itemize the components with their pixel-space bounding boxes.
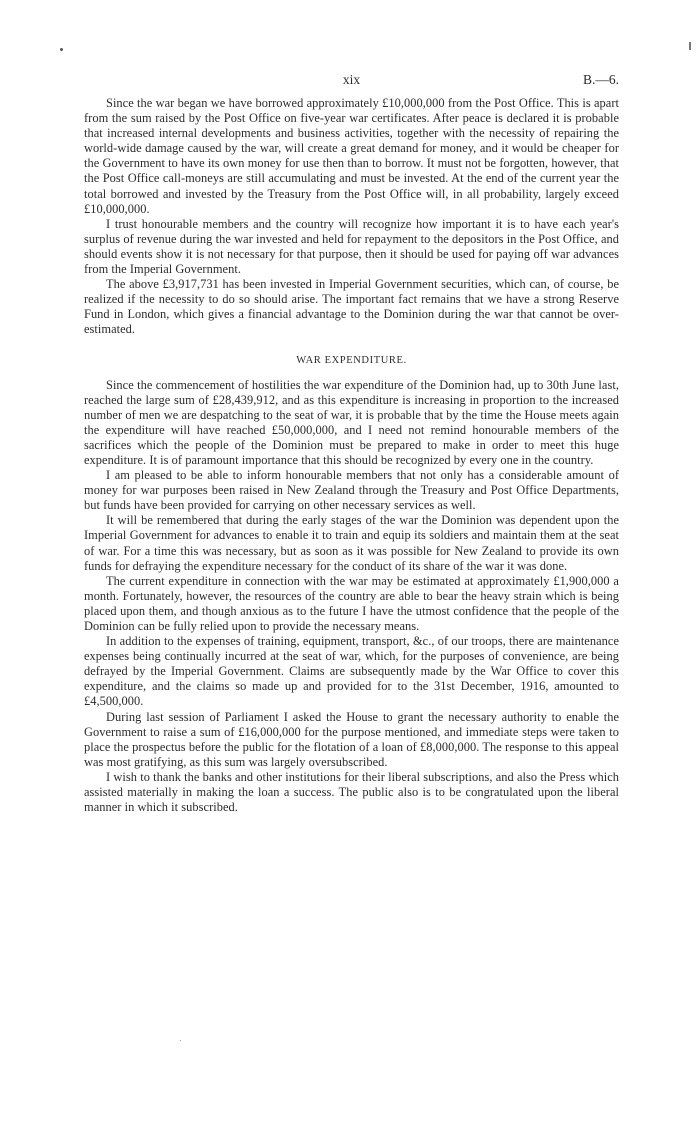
- paragraph: It will be remembered that during the early stages of the war the Dominion was dependent upon the Imperial Government for advances to enable it to train and equip its soldiers and maintain them at the seat of war. For a time this was necessary, but as soon as it was possible for New Zealand to provide its own funds for defraying the expenditure necessary for the conduct of its share of the war it was done.: [84, 513, 619, 573]
- body-section-borrowing: [84, 96, 619, 338]
- page-header: [84, 72, 619, 96]
- page-number: xix: [342, 72, 361, 87]
- scan-speck: [60, 48, 63, 51]
- paragraph: In addition to the expenses of training, equipment, transport, &c., of our troops, there are maintenance expenses being continually incurred at the seat of war, which, for the purposes of convenience, are being defrayed by the Imperial Government. Claims are subsequently made by the War Office to cover this expenditure, and the claims so made up and provided for to the 31st December, 1916, amounted to £4,500,000.: [84, 634, 619, 709]
- paragraph: I wish to thank the banks and other institutions for their liberal subscriptions, and also the Press which assisted materially in making the loan a success. The public also is to be congratulated upon the liberal manner in which it subscribed.: [84, 769, 619, 815]
- body-section-war-expenditure: [84, 378, 619, 816]
- paragraph: I am pleased to be able to inform honourable members that not only has a considerable amount of money for war purposes been raised in New Zealand through the Treasury and Post Office Departments, but funds have been provided for carrying on other necessary services as well.: [84, 468, 619, 513]
- scan-edge-mark: [689, 42, 691, 50]
- paragraph: Since the commencement of hostilities the war expenditure of the Dominion had, up to 30th June last, reached the large sum of £28,439,912, and as this expenditure is increasing in proportion to the increased number of men we are despatching to the seat of war, it is probable that by the time the House meets again the expenditure will have reached £50,000,000, and I need not remind honourable members of the sacrifices which the people of the Dominion must be prepared to make in order to meet this huge expenditure. It is of paramount importance that this should be recognized by every one in the country.: [84, 377, 619, 467]
- document-reference: B.—6.: [582, 72, 619, 87]
- paragraph: The above £3,917,731 has been invested in Imperial Government securities, which can, of course, be realized if the necessity to do so should arise. The important fact remains that we have a strong Reserve Fund in London, which gives a financial advantage to the Dominion during the war that cannot be over-estimated.: [84, 277, 619, 337]
- document-page: [84, 72, 619, 815]
- paragraph: The current expenditure in connection with the war may be estimated at approximately £1,900,000 a month. Fortunately, however, the resources of the country are able to bear the heavy strain which is being placed upon them, and though anxious as to the future I have the utmost confidence that the people of the Dominion can be fully relied upon to provide the necessary means.: [84, 573, 619, 633]
- paragraph: During last session of Parliament I asked the House to grant the necessary authority to enable the Government to raise a sum of £16,000,000 for the purpose mentioned, and immediate steps were taken to place the prospectus before the public for the flotation of a loan of £8,000,000. The response to this appeal was most gratifying, as this sum was largely oversubscribed.: [84, 709, 619, 769]
- scan-speck-bottom: [180, 1040, 181, 1041]
- paragraph: I trust honourable members and the country will recognize how important it is to have each year's surplus of revenue during the war invested and held for repayment to the depositors in the Post Office, and should events show it is not necessary for that purpose, then it should be used for paying off war advances from the Imperial Government.: [84, 216, 619, 277]
- paragraph: Since the war began we have borrowed approximately £10,000,000 from the Post Office. This is apart from the sum raised by the Post Office on five-year war certificates. After peace is declared it is probable that increased internal developments and business activities, together with the necessity of repairing the world-wide damage caused by the war, will create a great demand for money, and it would be cheaper for the Government to have its own money for use then than to borrow. It must not be forgotten, however, that the Post Office call-moneys are still accumulating and must be invested. At the end of the current year the total borrowed and invested by the Treasury from the Post Office will, in all probability, largely exceed £10,000,000.: [84, 96, 619, 216]
- section-heading: WAR EXPENDITURE.: [296, 354, 407, 366]
